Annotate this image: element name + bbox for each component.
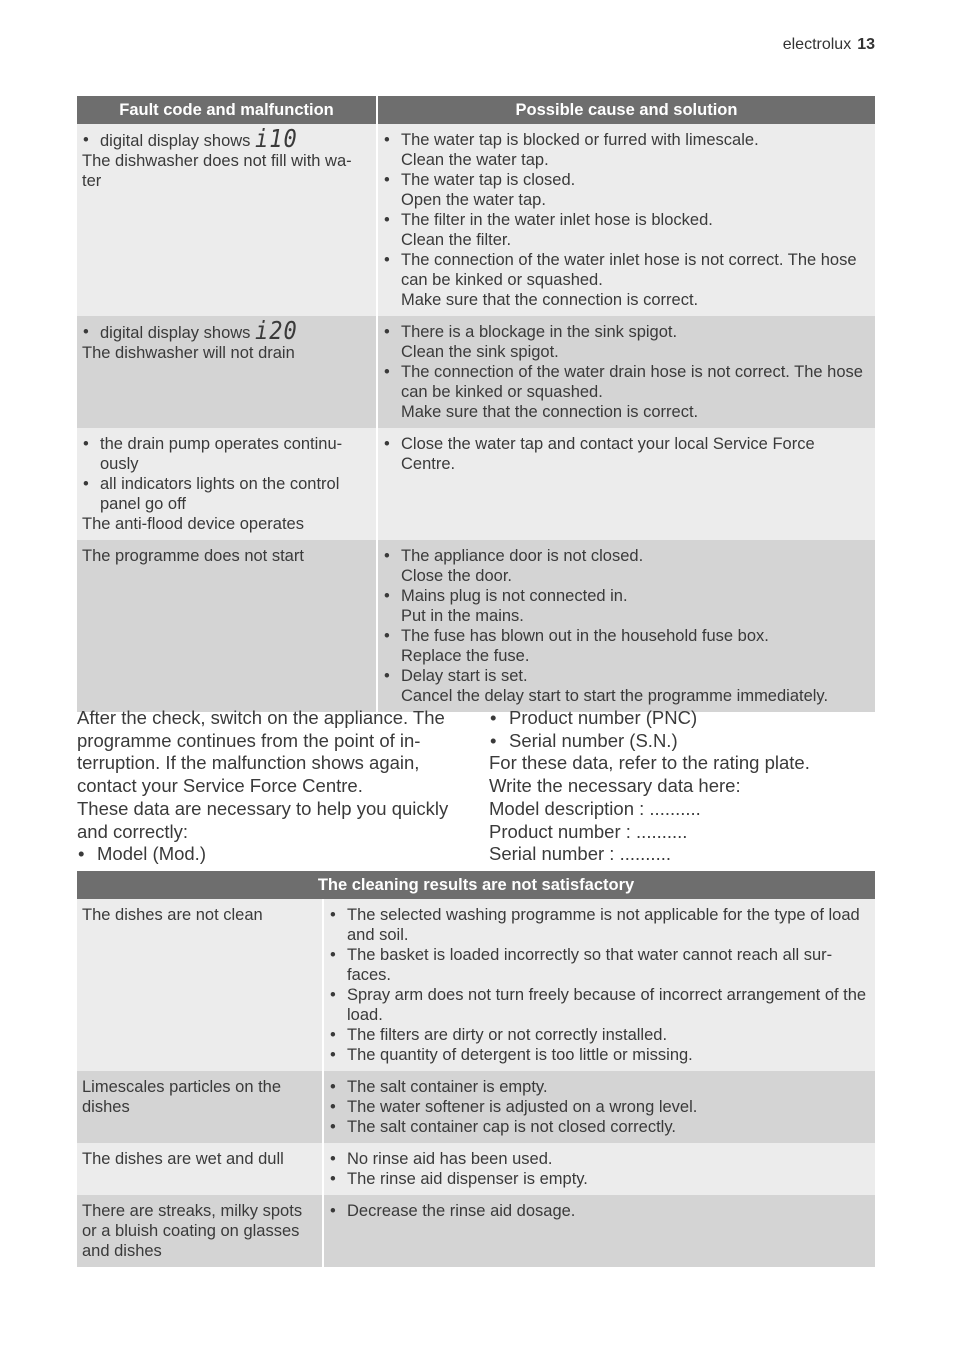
list-item: • The water tap is closed. Open the water tap. [383, 170, 869, 210]
list-item: • The connection of the water inlet hose is not correct. The hose can be kinked or squashed. Make sure that the connection is correct. [383, 250, 869, 310]
table-row [77, 1195, 875, 1267]
table-title: The cleaning results are not satisfactory [77, 871, 875, 899]
list-item: • The selected washing programme is not applicable for the type of load and soil. [329, 905, 869, 945]
paragraph: After the check, switch on the appliance. The programme continues from the point of in-terruption. If the malfunction shows again, contact your Service Force Centre. [77, 707, 445, 797]
table-row [77, 316, 875, 428]
table-row [77, 899, 875, 1071]
paragraph: These data are necessary to help you quickly and correctly: [77, 797, 449, 842]
fault-cell [77, 428, 377, 540]
fault-cell [77, 124, 377, 316]
list-item: • Model (Mod.) [77, 843, 472, 866]
brand-name: electrolux [782, 36, 852, 53]
list-item: • There is a blockage in the sink spigot. Clean the sink spigot. [383, 322, 869, 362]
text-column-right [489, 707, 875, 866]
list-item: • The water tap is blocked or furred with limescale. Clean the water tap. [383, 130, 869, 170]
column-header-fault: Fault code and malfunction [77, 96, 377, 124]
list-item: • The water softener is adjusted on a wrong level. [329, 1097, 869, 1117]
model-description-field: Model description : .......... [489, 797, 701, 819]
list-item: • The filters are dirty or not correctly installed. [329, 1025, 869, 1045]
cause-cell [377, 540, 875, 712]
solution-cell [323, 1071, 875, 1143]
display-code: i20 [255, 317, 298, 346]
list-item: • digital display shows i10 [82, 130, 370, 151]
list-item: • The connection of the water drain hose is not correct. The hose can be kinked or squashed. Make sure that the connection is correct. [383, 362, 869, 422]
paragraph: For these data, refer to the rating plate. [489, 752, 810, 774]
list-item: • The salt container is empty. [329, 1077, 869, 1097]
solution-cell [323, 899, 875, 1071]
list-item: • Mains plug is not connected in. Put in the mains. [383, 586, 869, 626]
list-item: • Decrease the rinse aid dosage. [329, 1201, 869, 1221]
display-code: i10 [255, 125, 298, 154]
list-item: • The appliance door is not closed. Close the door. [383, 546, 869, 586]
table-row [77, 1071, 875, 1143]
cleaning-results-table [77, 871, 875, 1267]
list-item: • The quantity of detergent is too little or missing. [329, 1045, 869, 1065]
solution-cell [323, 1195, 875, 1267]
page-header [783, 36, 875, 54]
list-item: • the drain pump operates continu- ously [82, 434, 370, 474]
problem-cell: Limescales particles on the dishes [77, 1071, 323, 1143]
list-item: • The filter in the water inlet hose is blocked. Clean the filter. [383, 210, 869, 250]
list-item: • The basket is loaded incorrectly so that water cannot reach all sur-faces. [329, 945, 869, 985]
list-item: • The rinse aid dispenser is empty. [329, 1169, 869, 1189]
table-row [77, 428, 875, 540]
cause-cell [377, 124, 875, 316]
problem-cell: There are streaks, milky spots or a bluish coating on glasses and dishes [77, 1195, 323, 1267]
cause-cell [377, 316, 875, 428]
list-item: • Spray arm does not turn freely because of incorrect arrangement of the load. [329, 985, 869, 1025]
list-item: • Serial number (S.N.) [489, 730, 875, 753]
table-row [77, 540, 875, 712]
list-item: • The fuse has blown out in the household fuse box. Replace the fuse. [383, 626, 869, 666]
list-item: • digital display shows i20 [82, 322, 370, 343]
fault-description: The programme does not start [82, 547, 304, 565]
list-item: • Product number (PNC) [489, 707, 875, 730]
fault-description: The dishwasher will not drain [82, 344, 295, 362]
cause-cell [377, 428, 875, 540]
fault-table-header [77, 96, 875, 124]
fault-cell [77, 540, 377, 712]
problem-cell: The dishes are wet and dull [77, 1143, 323, 1195]
page-number: 13 [857, 36, 875, 53]
list-item: • The salt container cap is not closed correctly. [329, 1117, 869, 1137]
problem-cell: The dishes are not clean [77, 899, 323, 1071]
list-item: • Delay start is set. Cancel the delay start to start the programme immediately. [383, 666, 869, 706]
list-item: • Close the water tap and contact your local Service Force Centre. [383, 434, 869, 474]
product-number-field: Product number : .......... [489, 820, 688, 842]
paragraph: Write the necessary data here: [489, 775, 741, 797]
fault-description: The dishwasher does not fill with wa- ter [82, 152, 352, 190]
column-header-cause: Possible cause and solution [377, 96, 875, 124]
cleaning-table-header [77, 871, 875, 899]
list-item: • No rinse aid has been used. [329, 1149, 869, 1169]
table-row [77, 1143, 875, 1195]
table-row [77, 124, 875, 316]
text-column-left [77, 707, 472, 866]
fault-table [77, 96, 875, 712]
list-item: • all indicators lights on the control panel go off [82, 474, 370, 514]
fault-description: The anti-flood device operates [82, 515, 304, 533]
fault-cell [77, 316, 377, 428]
serial-number-field: Serial number : .......... [489, 843, 671, 865]
solution-cell [323, 1143, 875, 1195]
